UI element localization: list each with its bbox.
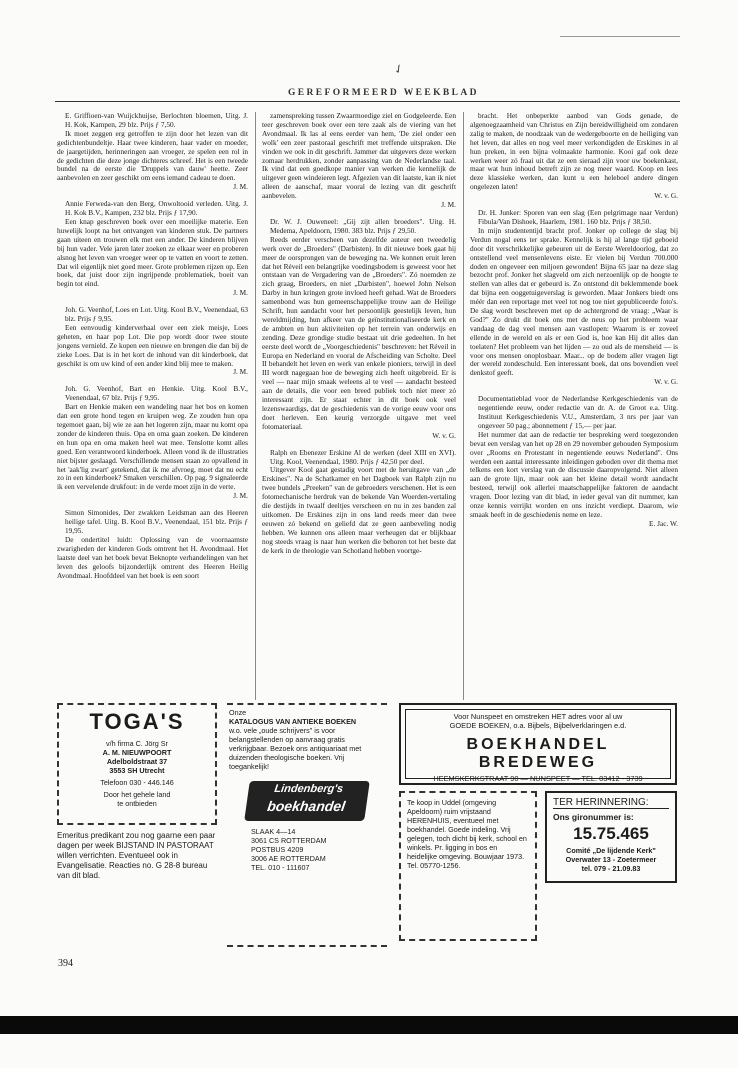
toga-line: v/h firma C. Jörg Sr	[106, 739, 168, 748]
review-article	[57, 509, 248, 580]
review-heading: Joh. G. Veenhof, Bart en Henkie. Uitg. Kool B.V., Veenendaal, 67 blz. Prijs ƒ 9,95.	[65, 384, 248, 403]
review-article	[57, 385, 248, 501]
page-header-title: GEREFORMEERD WEEKBLAD	[288, 88, 479, 98]
te-koop-ad: Te koop in Uddel (omgeving Apeldoorn) ruim vrijstaand HERENHUIS, eventueel met boekhandel. Goede indeling. Vrij gelegen, toch dicht bij kerk, school en winkels. Pr. ligging in bos en heidelijke omgeving. Bouwjaar 1973. Tel. 05770-1256.	[399, 791, 537, 941]
column-1	[57, 112, 248, 588]
column-divider	[463, 112, 464, 700]
review-body: Een knap geschreven boek over een moeilijke materie. Een huwelijk loopt na het ontvangen van kinderen stuk. De partners gaan uiteen en trouwen elk met een ander. De kinderen blijven bij hun vader. Vele jaren later zoeken ze elkaar weer en proberen alsnog het leven van vroeger weer op te vatten en voort te zetten. Dat wil eigenlijk niet goed meer. Grote problemen rijzen op. Een boek, dat juist door zijn ingrijpende problematiek, boeit van begin tot eind.	[57, 216, 248, 289]
toga-line: A. M. NIEUWPOORT	[102, 748, 172, 757]
katalogus-address-line: 3006 AE ROTTERDAM	[251, 854, 326, 863]
review-article	[262, 449, 456, 556]
header-rule	[55, 101, 680, 102]
katalogus-body: w.o. vele „oude schrijvers" is voor belangstellenden op aanvraag gratis verkrijgbaar. Bezoek ons antiquariaat met duizenden theologische boeken. Vrij toegankelijk!	[229, 726, 362, 771]
giro-number: 15.75.465	[573, 824, 649, 843]
logo-line: Lindenberg's	[273, 783, 344, 795]
lindenberg-logo	[244, 781, 370, 821]
review-article	[262, 218, 456, 441]
review-heading: E. Griffioen-van Wuijckhuijse, Berlochten bloemen, Uitg. J. H. Kok, Kampen, 29 blz. Prijs ƒ 7,50.	[65, 111, 248, 129]
herinnering-ad	[545, 791, 677, 883]
bredeweg-ad	[399, 703, 677, 785]
katalogus-address-line: 3061 CS ROTTERDAM	[251, 836, 327, 845]
review-signature: J. M.	[233, 367, 248, 377]
bredeweg-title: BOEKHANDEL BREDEWEG	[466, 736, 610, 771]
review-heading: Dr. H. Junker: Sporen van een slag (Een pelgrimage naar Verdun) Fibula/Van Dishoek, Haarlem, 1981. 160 blz. Prijs ƒ 38,50.	[478, 208, 678, 226]
toga-line: te ontbieden	[117, 799, 157, 808]
herinnering-line: tel. 079 - 21.09.83	[581, 864, 641, 873]
katalogus-title: KATALOGUS VAN ANTIEKE BOEKEN	[229, 717, 357, 726]
review-body: De ondertitel luidt: Oplossing van de voornaamste zwarigheden der kinderen Gods omtrent het H. Avondmaal. Het laatste deel van het boek bevat Beknopte verhandelingen van het leven des geloofs bijzonderlijk omtrent des Heeren Heilig Avondmaal. Hoofddeel van het boek is een soort	[57, 534, 248, 580]
review-body: zamenspreking tussen Zwaarmoedige ziel en Godgeleerde. Een teer geschreven boek over een tere zaak als de viering van het Avondmaal. Ik las al eens eerder van hem, 'De ziel onder een wolk' een zeer pastoraal geschrift met treffende uitspraken. Die vinden we ook in dit geschrift. Jammer dat uitgevers deze werken zomaar herdrukken, zonder aanpassing van de Nederlandse taal. Ik vind dat een goedkope manier van werken die kennelijk de uitgever geen windeieren legt. Afgezien van dit laatste, kan ik niet alleen de aanschaf, maar vooral de lezing van dit geschrift aanbevelen.	[262, 111, 456, 201]
toga-phone: Telefoon 030 - 446.146	[100, 778, 174, 787]
katalogus-top: Onze	[229, 708, 247, 717]
review-signature: W. v. G.	[432, 430, 456, 440]
toga-ad	[57, 703, 217, 825]
review-signature: J. M.	[233, 182, 248, 192]
review-article	[57, 200, 248, 298]
review-signature: J. M.	[233, 288, 248, 298]
review-signature: J. M.	[233, 491, 248, 501]
review-body: Het nummer dat aan de redactie ter bespreking werd toegezonden bevat een verslag van het op 28 en 29 november gehouden Symposium over „Rooms en Protestant in negentiende eeuws Nederland". Ons werden een aantal interessante inleidingen geboden over dit thema met telkens een kort verslag van de discussie daaropvolgend. Niet alleen aan de grote lijn, maar ook aan het kleine detail wordt aandacht besteed, terwijl ook allerlei maatschappelijke faktoren de aandacht vragen. Door lezing van dit blad, in ieder geval van dit nummer, kan onze kennis verrijkt worden en ons inzicht verdiept. Daarom, wie smaak heeft in de geschiedenis neme en leze.	[470, 429, 678, 519]
scan-margin	[0, 1034, 738, 1068]
review-signature: W. v. G.	[654, 377, 678, 387]
review-article	[470, 112, 678, 201]
review-heading: Joh. G. Veenhof, Loes en Lot. Uitg. Kool B.V., Veenendaal, 63 blz. Prijs ƒ 9,95.	[65, 305, 249, 324]
katalogus-ad	[227, 703, 387, 947]
scan-edge	[0, 1016, 738, 1034]
column-divider	[255, 112, 256, 700]
column-3	[470, 112, 678, 537]
katalogus-address-line: TEL. 010 - 111607	[251, 863, 310, 872]
page-number: 394	[58, 958, 73, 969]
herinnering-sub: Ons gironummer is:	[553, 812, 634, 822]
herinnering-line: Comité „De lijdende Kerk"	[566, 846, 656, 855]
review-heading: Annie Ferweda-van den Berg, Onwoltooid verleden. Uitg. J. H. Kok B.V., Kampen, 232 blz. Prijs ƒ 17,90.	[65, 199, 248, 218]
emeritus-ad: Emeritus predikant zou nog gaarne een paar dagen per week BIJSTAND IN PASTORAAT willen verrichten. Eventueel ook in Evangelisatie. Reacties no. G 28-8 bureau van dit blad.	[57, 831, 216, 880]
review-body: In mijn studententijd bracht prof. Jonker op college de slag bij Verdun nogal eens ter sprake. Kennelijk is hij al lange tijd geboeid door dit verschrikkelijke gebeuren uit de Eerste Wereldoorlog, dat zo ontstellend veel mensenlevens eiste. Er vielen bij Verdun 700.000 doden en ongeveer een miljoen gewonden! Bijna 65 jaar na deze slag bezocht prof. Jonker het slagveld om zich nerzoenlijk op de hoogte te stellen van alles dat er gebeurd is. Zo ontstond dit beklemmende boek dat bijna een ooggetuigeverslag is geworden. Maar Jonkers biedt ons méér dan een reportage met veel tot nog toe niet gepubliceerde foto's. De slag wordt beschreven met op de achtergrond de vraag: „Waar is God?" Zo drukt dit boek ons met de neus op het probleem waar vandaag de dag veel mensen aan vastlopen: Waarom is er zoveel ellende in de wereld en als er een God is, hoe kan Hij dit alles dan toelaten? Het probleem van het lijden — zo oud als de mensheid — is voor ons mensen onoplosbaar. Maar... op de bodem aller vragen ligt der wereld zondeschuld. Een interessant boek, dat ons bovendien veel denkstof geeft.	[470, 225, 678, 378]
toga-line: Adelboldstraat 37	[106, 757, 168, 766]
review-body: Reeds eerder verscheen van dezelfde auteur een tweedelig werk over de „Broeders" (Darbisten). In dit nieuwe boek gaat hij meer de oorsprongen van de beweging na. We konnen eruit leren dat het Réveil een belangrijke voedingsbodem is geweest voor het ontstaan van de Vergadering van de „Broeders". Zó noemden ze zich graag, Broeders, en niet „Darbisten", hoewel John Nelson Darby in hun kringen grote invloed heeft gehad. Wat de Broeders samenbond was hun gemeenschappelijke trouw aan de Heilige Schrift, hun aandacht voor het persoonlijk geestelijk leven, hun wereldmijding, hun afkeer van de geïnstitutionaliseerde kerk en de ambten en hun aktiviteiten op het terrein van onderwijs en zending. Deze grondige studie bestaat uit drie gedeelten. In het eerste deel wordt de „Voorgeschiedenis" beschreven: het Réveil in Europa en Nederland en vooral de Afscheiding van Scholte. Deel II behandelt het leven en werk van enkele pioniers, terwijl in deel III wordt nagegaan hoe de beweging zich heeft uitgebreid. Er is veel — naar mijn smaak weleens al te veel — aandacht besteed aan de details, die voor een breed publiek toch niet meer zó interessant zijn. Er staat echter in dit boek ook veel lezenswaardigs, dat de geschiedenis van de vorige eeuw voor ons doet herleven. Een keurig verzorgde uitgave met veel fotomateriaal.	[262, 234, 456, 431]
review-body: Uitgever Kool gaat gestadig voort met de heruitgave van „de Erskines". Na de Schatkamer en het Dagboek van Ralph zijn nu twee bundels „Preeken" van de gebroeders verschenen. Het is een fotomechanische herdruk van de bekende Van Woerden-vertaling die destijds in twaalf deeltjes verscheen en nu in zes banden zal uitkomen. De Erskines zijn in ons land reeds meer dan twee eeuwen zó bekend en geliefd dat ze geen aanbeveling nodig hebben. We kunnen ons alleen maar verheugen dat er blijkbaar nog steeds vraag is naar hun werken die behoren tot het beste dat de kerk in de theologie van Schotland hebben voortge-	[262, 465, 456, 555]
bredeweg-line: Voor Nunspeet en omstreken HET adres voor al uw	[453, 712, 623, 721]
review-article	[470, 395, 678, 529]
review-body: Ik moet zeggen erg getroffen te zijn door het lezen van dit gedichtenbundeltje. Haar twee kinderen, haar vader en moeder, de jaargetijden, herinneringen aan vroeger, ze spelen een rol in de gedichten die deze jonge dichteres schreef. Het is een tweede bundel na de eerste die 'Druppels van dauw' heette. Zeer aanbevolen en zeer geschikt om eens iemand cadeau te doen.	[57, 128, 248, 183]
herinnering-title: TER HERINNERING:	[553, 797, 669, 809]
logo-line: boekhandel	[266, 798, 347, 814]
katalogus-address-line: POSTBUS 4209	[251, 845, 304, 854]
review-article	[262, 112, 456, 210]
review-article	[57, 112, 248, 192]
toga-title: TOGA'S	[89, 709, 185, 734]
review-article	[470, 209, 678, 387]
bredeweg-address: HEEMSKERKSTRAAT 90 — NUNSPEET — TEL. 03412 - 3739	[433, 774, 643, 783]
review-body: Een eenvoudig kinderverhaal over een ziek meisje, Loes geheten, en haar pop Lot. Die pop wordt door twee stoute jongens vernield. Ze kopen een nieuwe en brengen die dan bij de zieke Loes. Dat is in het kort de inhoud van dit kinderboek, dat geschikt is om uw kind of een ander kind blij mee te maken.	[57, 322, 248, 368]
review-signature: E. Jac. W.	[649, 518, 678, 528]
review-heading: Ralph en Ebenezer Erskine Al de werken (deel XIII en XVI). Uitg. Kool, Veenendaal, 1980. Prijs ƒ 42,50 per deel.	[270, 447, 456, 466]
review-heading: Dr. W. J. Ouweneel: „Gij zijt allen broeders". Uitg. H. Medema, Apeldoorn, 1980. 383 blz. Prijs ƒ 29,50.	[270, 216, 456, 235]
review-signature: W. v. G.	[654, 191, 678, 201]
katalogus-address-line: SLAAK 4—14	[251, 827, 296, 836]
review-article	[57, 306, 248, 377]
review-body: Bart en Henkie maken een wandeling naar het bos en komen dan een grote hond tegen en kruipen weg. Ze zouden hun opa tegemoet gaan, bij wie ze aan het logeren zijn, maar nu komt opa zonder de kinderen thuis. Opa en oma gaan zoeken. De kinderen en hun opa en oma maken heel wat mee. Tenslotte komt alles goed. Een verantwoord kinderboek. Alleen vond ik de illustraties niet bijster geslaagd. Verschillende mensen staan zo opvallend in het 'aak'lig zwart' getekend, dat ik me afvroeg, moet dat nu echt zo in een kinderboek? Smaken verschillen. Op pag. 9 signaleerde ik een vervelende drukfout: in de verde moet zijn in de verte.	[57, 402, 248, 492]
review-heading: Simon Simonides, Der zwakken Leidsman aan des Heeren heilige tafel. Uitg. B. Kool B.V., Veenendaal, 151 blz. Prijs ƒ 19,95.	[65, 508, 248, 535]
review-body: bracht. Het onbeperkte aanbod van Gods genade, de algenoegzaamheid van Christus en Zijn bereidwilligheid om zondaren zalig te maken, de noodzaak van de wedergeboorte en de heiliging van het leven, dat alles en nog veel meer verkondigden de Erskines in al hun preken, in een bijna volmaakte harmonie. Kooi gaf ook deze werken weer zó fraai uit dat ze een sieraad zijn voor uw boekenkast, maar wat hun inhoud betreft zijn ze nog meer waard. Koop en lees deze klassieke werken, dan kunt u een heleboel andere dingen ongelezen laten!	[470, 111, 678, 192]
column-2	[262, 112, 456, 564]
top-rule	[560, 36, 680, 37]
herinnering-line: Overwater 13 - Zoetermeer	[565, 855, 657, 864]
bredeweg-line: GOEDE BOEKEN, o.a. Bijbels, Bijbelverklaringen e.d.	[449, 721, 627, 730]
check-mark-icon: ✓	[390, 60, 407, 78]
toga-line: 3553 SH Utrecht	[109, 766, 165, 775]
toga-line: Door het gehele land	[103, 790, 171, 799]
review-heading: Documentatieblad voor de Nederlandse Kerkgeschiedenis van de negentiende eeuw, onder redactie van dr. A. de Groot e.a. Uitg. Instituut Kerkgeschiedenis V.U., Amsterdam, 3 nrs per jaar van ongeveer 50 pag.; abonnement ƒ 15,— per jaar.	[478, 394, 678, 430]
review-signature: J. M.	[441, 200, 456, 210]
